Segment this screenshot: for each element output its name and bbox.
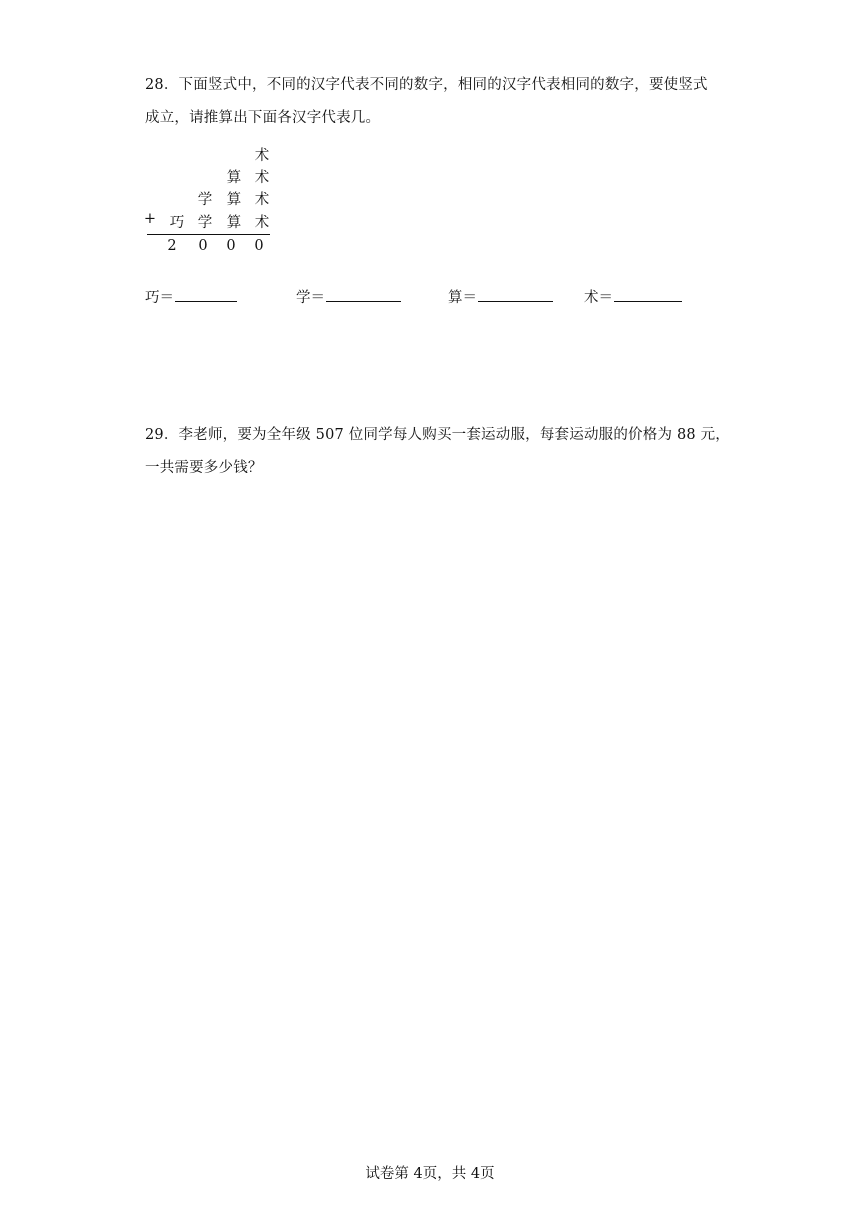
addend-4-digit-thousands: 巧 bbox=[169, 215, 185, 231]
question-28-line-1: 28．下面竖式中，不同的汉字代表不同的数字，相同的汉字代表相同的数字，要使竖式 bbox=[145, 77, 708, 93]
result-digit-tens: 0 bbox=[226, 238, 236, 254]
addend-2-digit-ones: 术 bbox=[254, 170, 270, 186]
answer-xue-label: 学＝ bbox=[296, 290, 325, 306]
question-29-line-1: 29．李老师，要为全年级 507 位同学每人购买一套运动服，每套运动服的价格为 88 元， bbox=[145, 427, 731, 443]
page-footer: 试卷第 4页，共 4页 bbox=[365, 1166, 495, 1182]
addend-4-digit-tens: 算 bbox=[226, 215, 242, 231]
result-digit-ones: 0 bbox=[254, 238, 264, 254]
answer-shu-blank[interactable] bbox=[614, 300, 682, 302]
result-digit-thousands: 2 bbox=[167, 238, 177, 254]
answer-shu[interactable] bbox=[584, 286, 682, 307]
addend-4-digit-hundreds: 学 bbox=[197, 215, 213, 231]
addend-3-digit-ones: 术 bbox=[254, 192, 270, 208]
answer-xue[interactable] bbox=[296, 286, 401, 307]
answer-shu-label: 术＝ bbox=[584, 290, 613, 306]
answer-qiao-label: 巧＝ bbox=[145, 290, 174, 306]
question-29-line-2: 一共需要多少钱？ bbox=[145, 460, 263, 476]
result-digit-hundreds: 0 bbox=[198, 238, 208, 254]
addend-3-digit-hundreds: 学 bbox=[197, 192, 213, 208]
plus-sign: + bbox=[143, 211, 157, 227]
sum-divider-line bbox=[147, 234, 270, 235]
answer-qiao[interactable] bbox=[145, 286, 237, 307]
addend-1-digit-ones: 术 bbox=[254, 148, 270, 164]
answer-xue-blank[interactable] bbox=[326, 300, 401, 302]
answer-suan-label: 算＝ bbox=[448, 290, 477, 306]
addend-2-digit-tens: 算 bbox=[226, 170, 242, 186]
addend-3-digit-tens: 算 bbox=[226, 192, 242, 208]
answer-suan-blank[interactable] bbox=[478, 300, 553, 302]
answer-suan[interactable] bbox=[448, 286, 553, 307]
answer-qiao-blank[interactable] bbox=[175, 300, 237, 302]
addend-4-digit-ones: 术 bbox=[254, 215, 270, 231]
question-28-line-2: 成立，请推算出下面各汉字代表几。 bbox=[145, 110, 381, 126]
